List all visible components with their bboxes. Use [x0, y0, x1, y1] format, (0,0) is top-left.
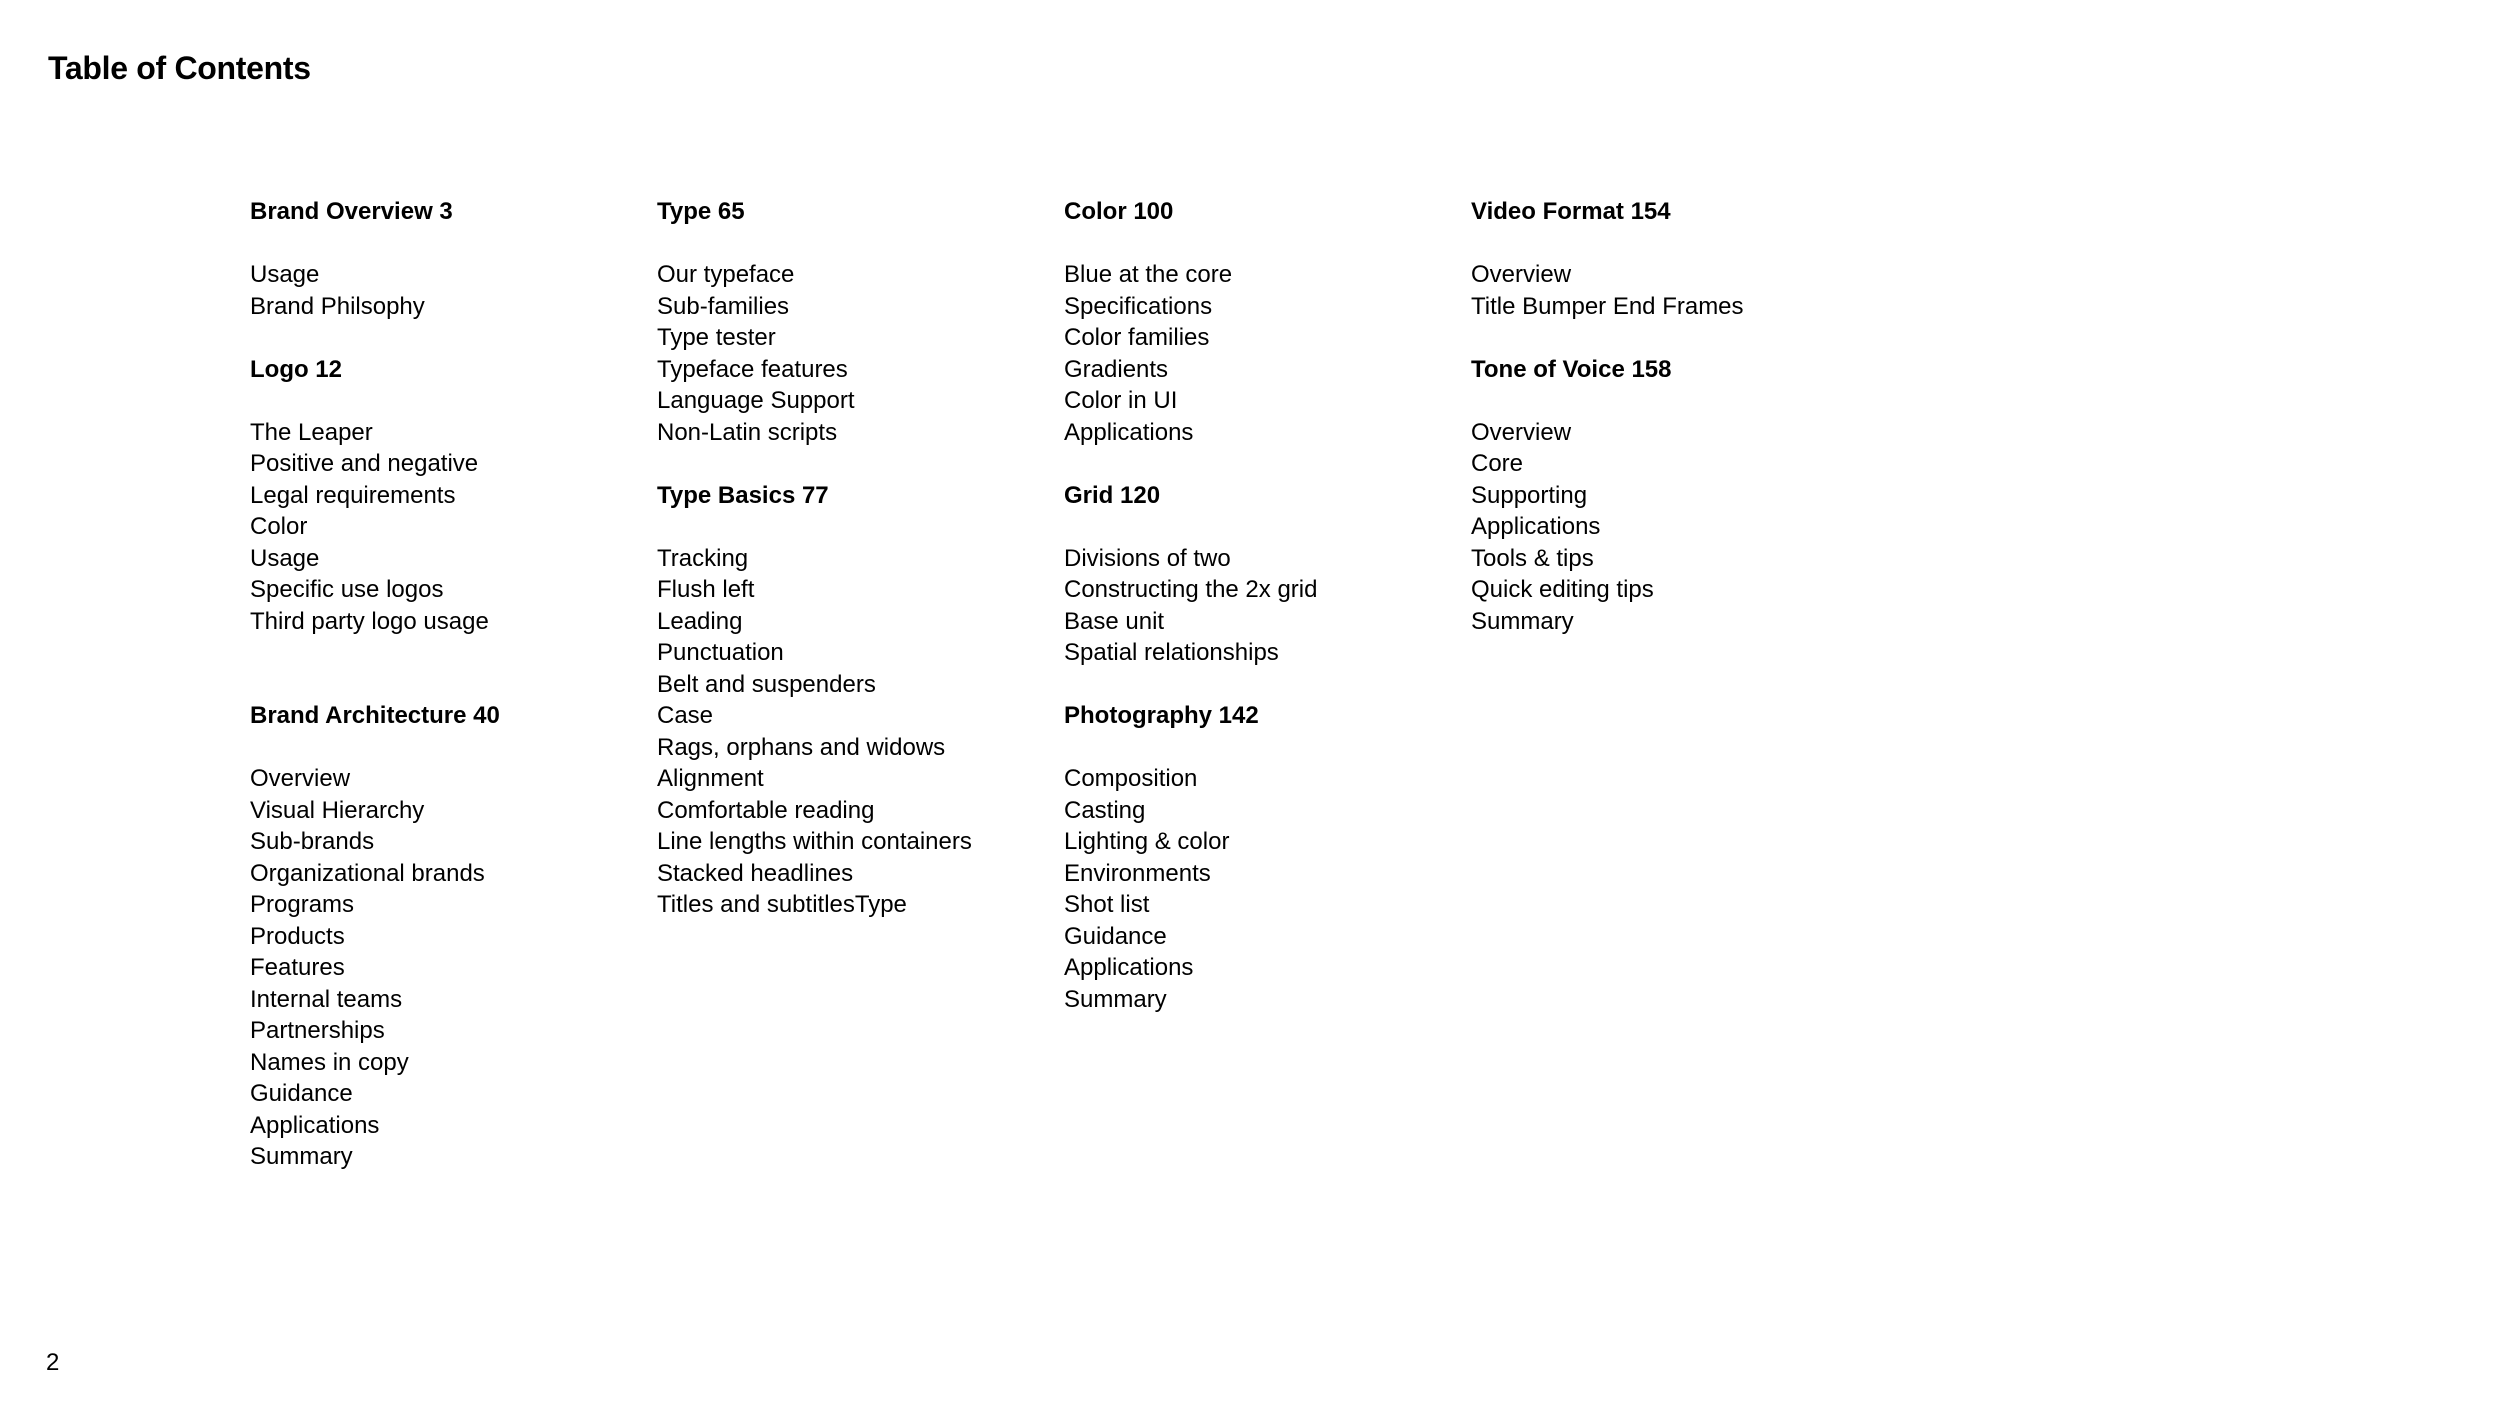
toc-item-constructing-2x-grid[interactable]: Constructing the 2x grid [1064, 576, 1318, 603]
page-number: 2 [46, 1349, 60, 1376]
toc-item-visual-hierarchy[interactable]: Visual Hierarchy [250, 796, 425, 824]
toc-item-casting[interactable]: Casting [1064, 796, 1146, 824]
toc-item-language-support[interactable]: Language Support [657, 387, 855, 414]
toc-item-brand-philosophy[interactable]: Brand Philsophy [250, 292, 425, 320]
toc-item-guidance[interactable]: Guidance [250, 1080, 353, 1107]
toc-item-typeface-features[interactable]: Typeface features [657, 355, 848, 383]
toc-item-color-applications[interactable]: Applications [1064, 418, 1194, 446]
toc-item-video-overview[interactable]: Overview [1471, 261, 1572, 288]
section-heading-photography[interactable]: Photography 142 [1064, 702, 1259, 729]
toc-item-tone-overview[interactable]: Overview [1471, 418, 1572, 446]
section-heading-type-basics[interactable]: Type Basics 77 [657, 481, 829, 509]
toc-item-partnerships[interactable]: Partnerships [250, 1017, 385, 1044]
toc-item-sub-brands[interactable]: Sub-brands [250, 828, 375, 855]
toc-item-photo-applications[interactable]: Applications [1064, 954, 1194, 981]
toc-item-specific-use-logos[interactable]: Specific use logos [250, 576, 444, 603]
toc-item-rags-orphans-widows[interactable]: Rags, orphans and widows [657, 733, 946, 761]
toc-item-features[interactable]: Features [250, 954, 345, 981]
toc-item-names-in-copy[interactable]: Names in copy [250, 1048, 409, 1076]
toc-column-3 [1064, 196, 1444, 1015]
toc-item-blue-at-the-core[interactable]: Blue at the core [1064, 261, 1233, 288]
toc-item-sub-families[interactable]: Sub-families [657, 292, 790, 320]
toc-item-comfortable-reading[interactable]: Comfortable reading [657, 796, 875, 824]
toc-item-products[interactable]: Products [250, 922, 345, 950]
toc-item-usage[interactable]: Usage [250, 261, 320, 288]
section-heading-video-format[interactable]: Video Format 154 [1471, 198, 1671, 225]
toc-item-line-lengths[interactable]: Line lengths within containers [657, 828, 972, 855]
toc-item-specifications[interactable]: Specifications [1064, 292, 1213, 320]
toc-item-spatial-relationships[interactable]: Spatial relationships [1064, 639, 1279, 666]
toc-item-base-unit[interactable]: Base unit [1064, 607, 1165, 635]
toc-item-organizational-brands[interactable]: Organizational brands [250, 859, 485, 887]
toc-item-tone-summary[interactable]: Summary [1471, 607, 1574, 635]
toc-item-stacked-headlines[interactable]: Stacked headlines [657, 859, 854, 887]
toc-item-quick-editing-tips[interactable]: Quick editing tips [1471, 576, 1654, 603]
toc-item-titles-and-subtitles[interactable]: Titles and subtitlesType [657, 891, 907, 918]
section-heading-tone-of-voice[interactable]: Tone of Voice 158 [1471, 355, 1672, 383]
toc-item-punctuation[interactable]: Punctuation [657, 639, 784, 666]
toc-item-gradients[interactable]: Gradients [1064, 355, 1169, 383]
toc-item-tone-applications[interactable]: Applications [1471, 513, 1601, 540]
section-heading-brand-architecture[interactable]: Brand Architecture 40 [250, 702, 500, 729]
toc-item-photo-summary[interactable]: Summary [1064, 985, 1167, 1013]
toc-item-case[interactable]: Case [657, 702, 714, 729]
toc-item-lighting-and-color[interactable]: Lighting & color [1064, 828, 1230, 855]
toc-item-overview[interactable]: Overview [250, 765, 351, 792]
section-heading-brand-overview[interactable]: Brand Overview 3 [250, 198, 453, 225]
toc-item-non-latin-scripts[interactable]: Non-Latin scripts [657, 418, 838, 446]
toc-item-belt-and-suspenders[interactable]: Belt and suspenders [657, 670, 876, 698]
toc-item-leading[interactable]: Leading [657, 607, 743, 635]
toc-item-logo-usage[interactable]: Usage [250, 544, 320, 572]
page-title: Table of Contents [48, 50, 311, 86]
toc-item-internal-teams[interactable]: Internal teams [250, 985, 403, 1013]
toc-item-photo-guidance[interactable]: Guidance [1064, 922, 1167, 950]
toc-item-shot-list[interactable]: Shot list [1064, 891, 1150, 918]
section-heading-grid[interactable]: Grid 120 [1064, 481, 1161, 509]
toc-item-the-leaper[interactable]: The Leaper [250, 418, 373, 446]
toc-item-flush-left[interactable]: Flush left [657, 576, 755, 603]
toc-item-programs[interactable]: Programs [250, 891, 355, 918]
toc-item-summary[interactable]: Summary [250, 1143, 353, 1170]
toc-item-type-tester[interactable]: Type tester [657, 324, 776, 351]
toc-item-core[interactable]: Core [1471, 450, 1524, 477]
toc-item-environments[interactable]: Environments [1064, 859, 1211, 887]
section-heading-type[interactable]: Type 65 [657, 198, 745, 225]
toc-item-tracking[interactable]: Tracking [657, 544, 749, 572]
toc-item-tools-and-tips[interactable]: Tools & tips [1471, 544, 1594, 572]
toc-item-composition[interactable]: Composition [1064, 765, 1198, 792]
toc-column-4 [1471, 196, 1851, 637]
toc-column-1 [250, 196, 630, 1173]
toc-item-our-typeface[interactable]: Our typeface [657, 261, 795, 288]
toc-item-color-families[interactable]: Color families [1064, 324, 1210, 351]
toc-column-2 [657, 196, 1037, 921]
toc-item-supporting[interactable]: Supporting [1471, 481, 1588, 509]
toc-item-legal-requirements[interactable]: Legal requirements [250, 481, 456, 509]
toc-item-color-in-ui[interactable]: Color in UI [1064, 387, 1178, 414]
section-heading-logo[interactable]: Logo 12 [250, 355, 343, 383]
toc-item-divisions-of-two[interactable]: Divisions of two [1064, 544, 1231, 572]
toc-item-positive-and-negative[interactable]: Positive and negative [250, 450, 479, 477]
section-heading-color[interactable]: Color 100 [1064, 198, 1174, 225]
toc-item-color[interactable]: Color [250, 513, 308, 540]
toc-item-title-bumper-end-frames[interactable]: Title Bumper End Frames [1471, 292, 1744, 320]
toc-item-applications[interactable]: Applications [250, 1111, 380, 1139]
toc-item-alignment[interactable]: Alignment [657, 765, 764, 792]
toc-item-third-party-logo-usage[interactable]: Third party logo usage [250, 607, 489, 635]
